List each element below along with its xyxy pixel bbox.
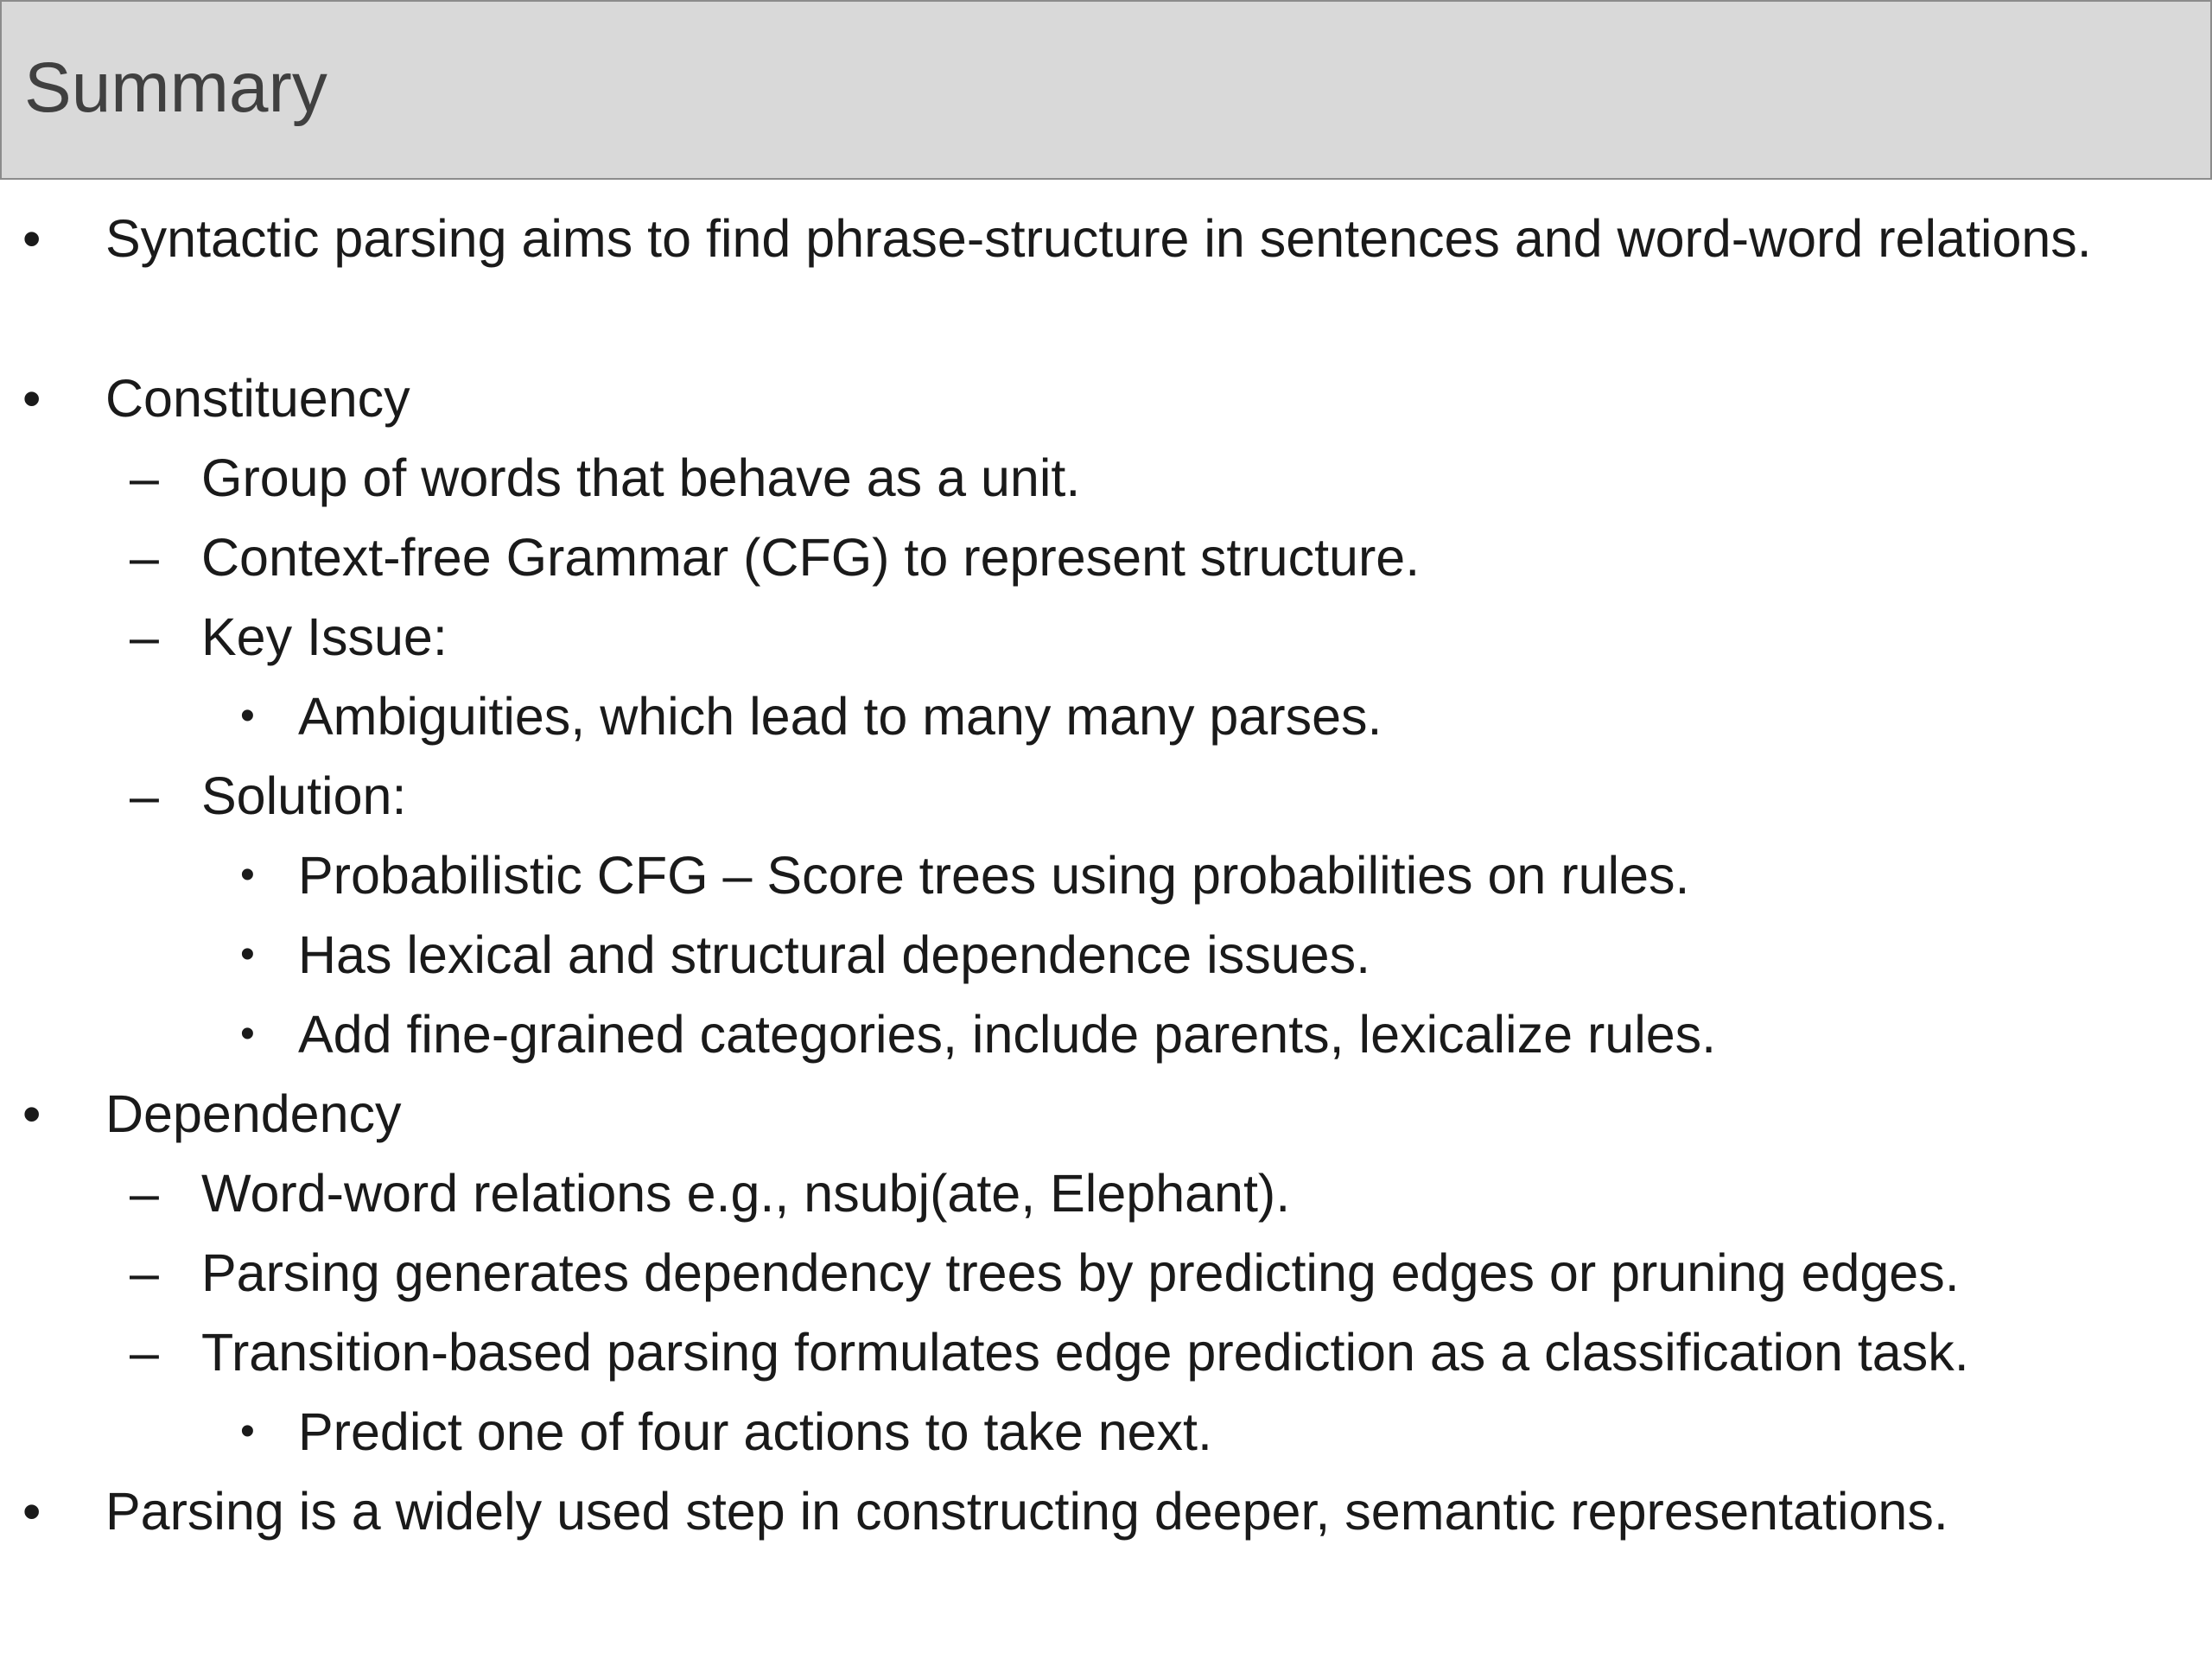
sub-sub-item-text: Predict one of four actions to take next. [298,1402,1212,1461]
sub-bullet-marker: • [240,1011,255,1057]
bullet-text: Dependency [105,1084,402,1143]
bullet-marker: • [22,1482,41,1541]
sub-bullet-marker: • [240,1408,255,1454]
sub-item-text: Solution: [201,766,407,825]
dash-marker: – [130,1323,159,1382]
sub-bullet-marker: • [240,693,255,739]
bullet-marker: • [22,209,41,268]
bullet-text: Parsing is a widely used step in constructing deeper, semantic representations. [105,1482,1948,1541]
sub-item-text: Parsing generates dependency trees by predicting edges or pruning edges. [201,1243,1960,1302]
sub-item-text: Key Issue: [201,607,448,666]
dash-marker: – [130,1164,159,1223]
sub-item-text: Group of words that behave as a unit. [201,448,1081,507]
sub-sub-item-text: Add fine-grained categories, include parents, lexicalize rules. [298,1005,1717,1064]
dash-marker: – [130,1243,159,1302]
sub-bullet-marker: • [240,852,255,898]
sub-item-text: Context-free Grammar (CFG) to represent structure. [201,528,1421,587]
dash-marker: – [130,766,159,825]
bullet-marker: • [22,369,41,428]
slide-title: Summary [24,48,327,127]
dash-marker: – [130,607,159,666]
dash-marker: – [130,448,159,507]
sub-item-text: Word-word relations e.g., nsubj(ate, Elephant). [201,1164,1291,1223]
sub-sub-item-text: Ambiguities, which lead to many many parses. [298,687,1382,746]
bullet-marker: • [22,1084,41,1143]
sub-sub-item-text: Has lexical and structural dependence issues. [298,925,1371,984]
bullet-text: Constituency [105,369,410,428]
sub-bullet-marker: • [240,931,255,977]
dash-marker: – [130,528,159,587]
sub-sub-item-text: Probabilistic CFG – Score trees using probabilities on rules. [298,846,1690,905]
bullet-text: Syntactic parsing aims to find phrase-structure in sentences and word-word relations. [105,209,2092,268]
sub-item-text: Transition-based parsing formulates edge prediction as a classification task. [201,1323,1969,1382]
